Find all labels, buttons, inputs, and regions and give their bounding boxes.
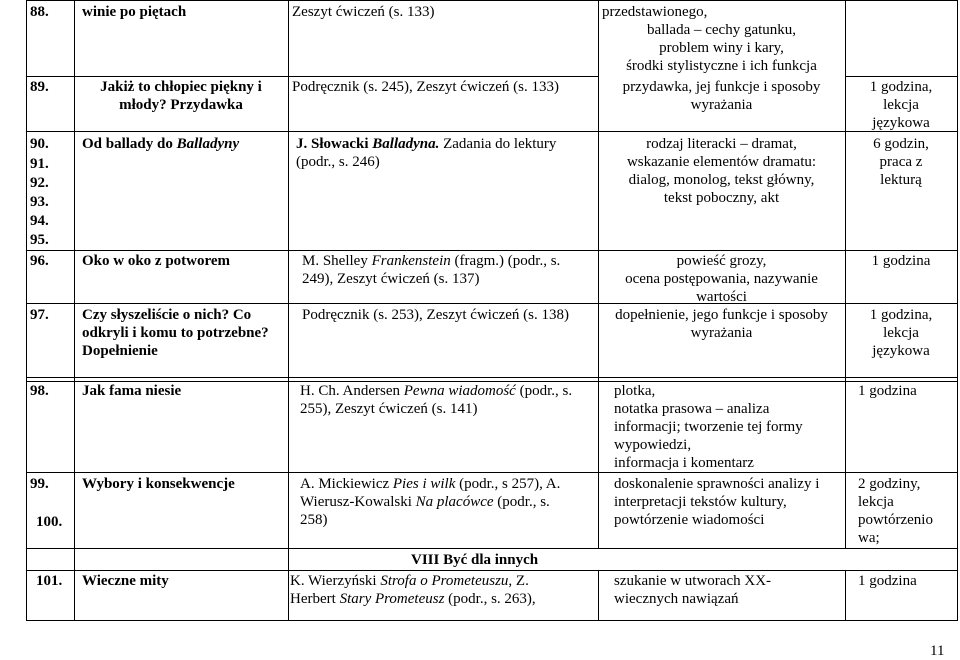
row-99-hours-1: 2 godziny, (858, 476, 921, 492)
row-99-source-2 (300, 493, 550, 511)
row-98-content-2: notatka prasowa – analiza (614, 401, 770, 417)
row-97-source: Podręcznik (s. 253), Zeszyt ćwiczeń (s. 138) (302, 307, 569, 323)
row-97-topic-2: odkryli i komu to potrzebne? (82, 325, 269, 341)
row-98-content-3: informacji; tworzenie tej formy (614, 419, 803, 435)
row-99-source-1-prefix: A. Mickiewicz (300, 476, 393, 492)
row-90-content-2: wskazanie elementów dramatu: (626, 154, 817, 170)
row-92-num: 92. (30, 175, 49, 191)
row-96-hours: 1 godzina (871, 253, 931, 269)
row-88-content-4: środki stylistyczne i ich funkcja (626, 58, 817, 74)
row-98-hours: 1 godzina (858, 383, 917, 399)
row-88-content-1: przedstawionego, (602, 4, 708, 20)
row-96-source-prefix: M. Shelley (302, 253, 372, 269)
row-97-content-1: dopełnienie, jego funkcje i sposoby (615, 307, 828, 323)
row-96-content-2: ocena postępowania, nazywanie (625, 271, 818, 287)
row-88-content-3: problem winy i kary, (659, 40, 784, 56)
row-line-96 (26, 250, 958, 251)
row-88-num: 88. (30, 4, 49, 20)
row-96-content-1: powieść grozy, (676, 253, 767, 269)
row-98-source-2: 255), Zeszyt ćwiczeń (s. 141) (300, 401, 478, 417)
row-100-num: 100. (36, 514, 63, 530)
row-89-topic-2: młody? Przydawka (119, 97, 243, 113)
row-line-98 (26, 377, 958, 378)
row-90-topic (82, 135, 239, 153)
row-98-content-1: plotka, (614, 383, 656, 399)
row-99-content-2: interpretacji tekstów kultury, (614, 494, 787, 510)
page-number: 11 (930, 643, 945, 659)
col-sep-2 (288, 0, 289, 620)
col-sep-4b (845, 570, 846, 620)
row-99-source-1-suffix: (podr., s 257), A. (455, 476, 561, 492)
row-89-hours-1: 1 godzina, (869, 79, 933, 95)
section-heading: VIII Być dla innych (411, 552, 539, 568)
row-99-source-2-suffix: (podr., s. (493, 494, 550, 510)
row-97-hours-1: 1 godzina, (869, 307, 933, 323)
row-96-source (302, 252, 560, 270)
row-90-source-prefix: J. Słowacki (296, 136, 373, 152)
row-98-source-italic: Pewna wiadomość (403, 383, 516, 399)
row-99-hours-4: wa; (858, 530, 880, 546)
row-94-num: 94. (30, 213, 49, 229)
row-96-num: 96. (30, 253, 49, 269)
row-99-hours-3: powtórzenio (858, 512, 933, 528)
row-99-source-1-italic: Pies i wilk (392, 476, 456, 492)
row-99-num: 99. (30, 476, 49, 492)
row-98-source-prefix: H. Ch. Andersen (300, 383, 404, 399)
row-99-source-3: 258) (300, 512, 328, 528)
row-101-topic: Wieczne mity (82, 573, 169, 589)
row-90-source-italic: Balladyna. (372, 136, 440, 152)
row-101-source-1-italic: Strofa o Prometeuszu (380, 573, 509, 589)
row-89-hours-3: językowa (872, 115, 930, 131)
row-98-content-5: informacja i komentarz (614, 455, 754, 471)
row-101-source-1-suffix: , Z. (508, 573, 529, 589)
row-99-source-2-prefix: Wierusz-Kowalski (300, 494, 416, 510)
row-line-top (26, 0, 958, 1)
row-101-source-2-prefix: Herbert (290, 591, 340, 607)
row-90-num: 90. (30, 136, 49, 152)
row-line-89 (26, 76, 598, 77)
row-98-source-suffix: (podr., s. (515, 383, 573, 399)
row-95-num: 95. (30, 232, 49, 248)
row-90-content-3: dialog, monolog, tekst główny, (628, 172, 815, 188)
row-101-source-2-suffix: (podr., s. 263), (444, 591, 536, 607)
row-99-topic: Wybory i konsekwencje (82, 476, 235, 492)
row-90-source-2: (podr., s. 246) (296, 154, 380, 170)
row-101-content-1: szukanie w utworach XX- (614, 573, 772, 589)
row-97-topic-3: Dopełnienie (82, 343, 158, 359)
row-97-hours-3: językowa (872, 343, 930, 359)
row-90-hours-1: 6 godzin, (873, 136, 929, 152)
row-96-topic: Oko w oko z potworem (82, 253, 231, 269)
row-88-content-2: ballada – cechy gatunku, (646, 22, 797, 38)
row-96-content-3: wartości (696, 289, 747, 305)
row-99-source-1 (300, 475, 560, 493)
row-89-topic-1: Jakiż to chłopiec piękny i (100, 79, 262, 95)
row-90-hours-2: praca z (879, 154, 923, 170)
row-line-89b (845, 76, 958, 77)
row-89-hours-2: lekcja (883, 97, 919, 113)
row-line-99 (26, 472, 958, 473)
table-border-right (957, 0, 958, 620)
row-88-topic: winie po piętach (82, 4, 187, 20)
col-sep-3b (598, 570, 599, 620)
row-96-source-suffix: (fragm.) (podr., s. (450, 253, 561, 269)
row-101-source-2 (290, 590, 536, 608)
row-90-source-suffix: Zadania do lektury (439, 136, 557, 152)
row-96-source-2: 249), Zeszyt ćwiczeń (s. 137) (302, 271, 480, 287)
row-line-section-bottom (26, 570, 958, 571)
row-101-source-2-italic: Stary Prometeusz (339, 591, 445, 607)
row-101-hours: 1 godzina (858, 573, 917, 589)
row-90-topic-italic: Balladyny (176, 136, 240, 152)
row-93-num: 93. (30, 194, 49, 210)
row-89-source: Podręcznik (s. 245), Zeszyt ćwiczeń (s. 133) (292, 79, 559, 95)
row-101-num: 101. (36, 573, 63, 589)
row-98-topic: Jak fama niesie (82, 383, 182, 399)
row-line-bottom (26, 620, 958, 621)
row-88-source: Zeszyt ćwiczeń (s. 133) (292, 4, 435, 20)
row-99-content-1: doskonalenie sprawności analizy i (614, 476, 820, 492)
row-99-hours-2: lekcja (858, 494, 894, 510)
row-97-topic-1: Czy słyszeliście o nich? Co (82, 307, 252, 323)
row-90-content-1: rodzaj literacki – dramat, (646, 136, 797, 152)
row-98-num: 98. (30, 383, 49, 399)
row-90-topic-prefix: Od ballady do (82, 136, 177, 152)
row-101-source-1 (290, 572, 529, 590)
row-101-content-2: wiecznych nawiązań (614, 591, 739, 607)
table-border-left (26, 0, 27, 620)
row-99-source-2-italic: Na placówce (415, 494, 494, 510)
row-98-source (300, 382, 572, 400)
row-89-content-2: wyrażania (690, 97, 753, 113)
row-90-source (296, 135, 556, 153)
row-97-hours-2: lekcja (883, 325, 919, 341)
row-line-90 (26, 131, 958, 132)
row-98-content-4: wypowiedzi, (614, 437, 692, 453)
row-96-source-italic: Frankenstein (371, 253, 451, 269)
row-line-section-top (26, 548, 958, 549)
row-101-source-1-prefix: K. Wierzyński (290, 573, 381, 589)
row-90-hours-3: lekturą (880, 172, 922, 188)
row-97-num: 97. (30, 307, 49, 323)
row-90-content-4: tekst poboczny, akt (663, 190, 780, 206)
row-91-num: 91. (30, 156, 49, 172)
row-99-content-3: powtórzenie wiadomości (614, 512, 765, 528)
row-89-content-1: przydawka, jej funkcje i sposoby (622, 79, 821, 95)
row-89-num: 89. (30, 79, 49, 95)
row-97-content-2: wyrażania (690, 325, 753, 341)
